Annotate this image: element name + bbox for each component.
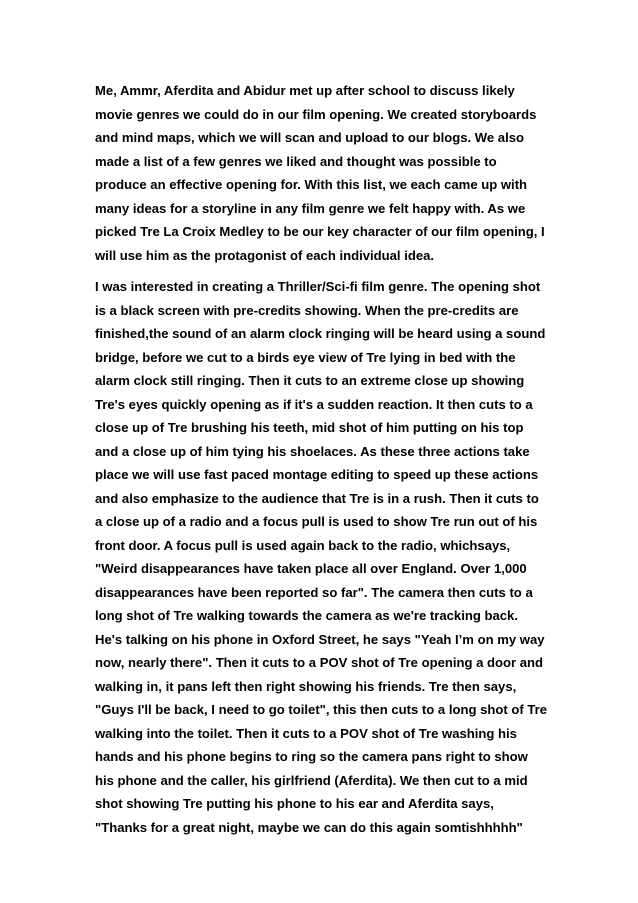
paragraph-line: He's talking on his phone in Oxford Street, he says "Yeah I’m on my way: [95, 631, 545, 647]
paragraph-line: hands and his phone begins to ring so the camera pans right to show: [95, 749, 528, 764]
paragraph-line: made a list of a few genres we liked and thought was possible to: [95, 153, 497, 169]
paragraph-line: picked Tre La Croix Medley to be our key character of our film opening, I: [95, 224, 545, 239]
paragraph-line: Me, Ammr, Aferdita and Abidur met up after school to discuss likely: [95, 83, 515, 98]
paragraph-line: his phone and the caller, his girlfriend (Aferdita). We then cut to a mid: [95, 772, 528, 788]
paragraph-line: walking in, it pans left then right showing his friends. Tre then says,: [95, 678, 517, 694]
paragraph-line: many ideas for a storyline in any film genre we felt happy with. As we: [95, 200, 526, 216]
paragraph-line: and a close up of him tying his shoelaces. As these three actions take: [95, 443, 530, 459]
paragraph-line: now, nearly there". Then it cuts to a POV shot of Tre opening a door and: [95, 655, 544, 670]
paragraph-line: Tre's eyes quickly opening as if it's a sudden reaction. It then cuts to a: [95, 396, 533, 412]
paragraph-line: and mind maps, which we will scan and upload to our blogs. We also: [95, 130, 524, 145]
paragraph-line: finished,the sound of an alarm clock ringing will be heard using a sound: [95, 326, 546, 341]
paragraph-line: alarm clock still ringing. Then it cuts to an extreme close up showing: [95, 373, 525, 388]
paragraph-line: produce an effective opening for. With this list, we each came up with: [95, 177, 528, 192]
paragraph-line: bridge, before we cut to a birds eye view of Tre lying in bed with the: [95, 349, 516, 365]
paragraph-line: front door. A focus pull is used again back to the radio, whichsays,: [95, 537, 511, 553]
paragraph-line: and also emphasize to the audience that Tre is in a rush. Then it cuts to: [95, 490, 539, 506]
paragraph-line: place we will use fast paced montage editing to speed up these actions: [95, 467, 539, 482]
paragraph-line: will use him as the protagonist of each individual idea.: [95, 247, 435, 263]
paragraph-line: movie genres we could do in our film opening. We created storyboards: [95, 106, 537, 122]
paragraph-line: shot showing Tre putting his phone to his ear and Aferdita says,: [95, 796, 494, 811]
paragraph-line: walking into the toilet. Then it cuts to a POV shot of Tre washing his: [95, 725, 517, 741]
paragraph-film-idea: [95, 275, 555, 839]
paragraph-line: "Thanks for a great night, maybe we can do this again somtishhhhh": [95, 819, 523, 835]
paragraph-line: disappearances have been reported so far". The camera then cuts to a: [95, 584, 533, 600]
paragraph-line: is a black screen with pre-credits showing. When the pre-credits are: [95, 302, 519, 318]
paragraph-line: "Guys I'll be back, I need to go toilet", this then cuts to a long shot of Tre: [95, 702, 548, 717]
paragraph-line: "Weird disappearances have taken place all over England. Over 1,000: [95, 561, 527, 576]
paragraph-line: close up of Tre brushing his teeth, mid shot of him putting on his top: [95, 420, 524, 435]
paragraph-line: long shot of Tre walking towards the camera as we're tracking back.: [95, 608, 518, 623]
paragraph-line: a close up of a radio and a focus pull is used to show Tre run out of his: [95, 514, 538, 529]
paragraph-intro: [95, 79, 555, 267]
paragraph-line: I was interested in creating a Thriller/Sci-fi film genre. The opening shot: [95, 279, 541, 294]
